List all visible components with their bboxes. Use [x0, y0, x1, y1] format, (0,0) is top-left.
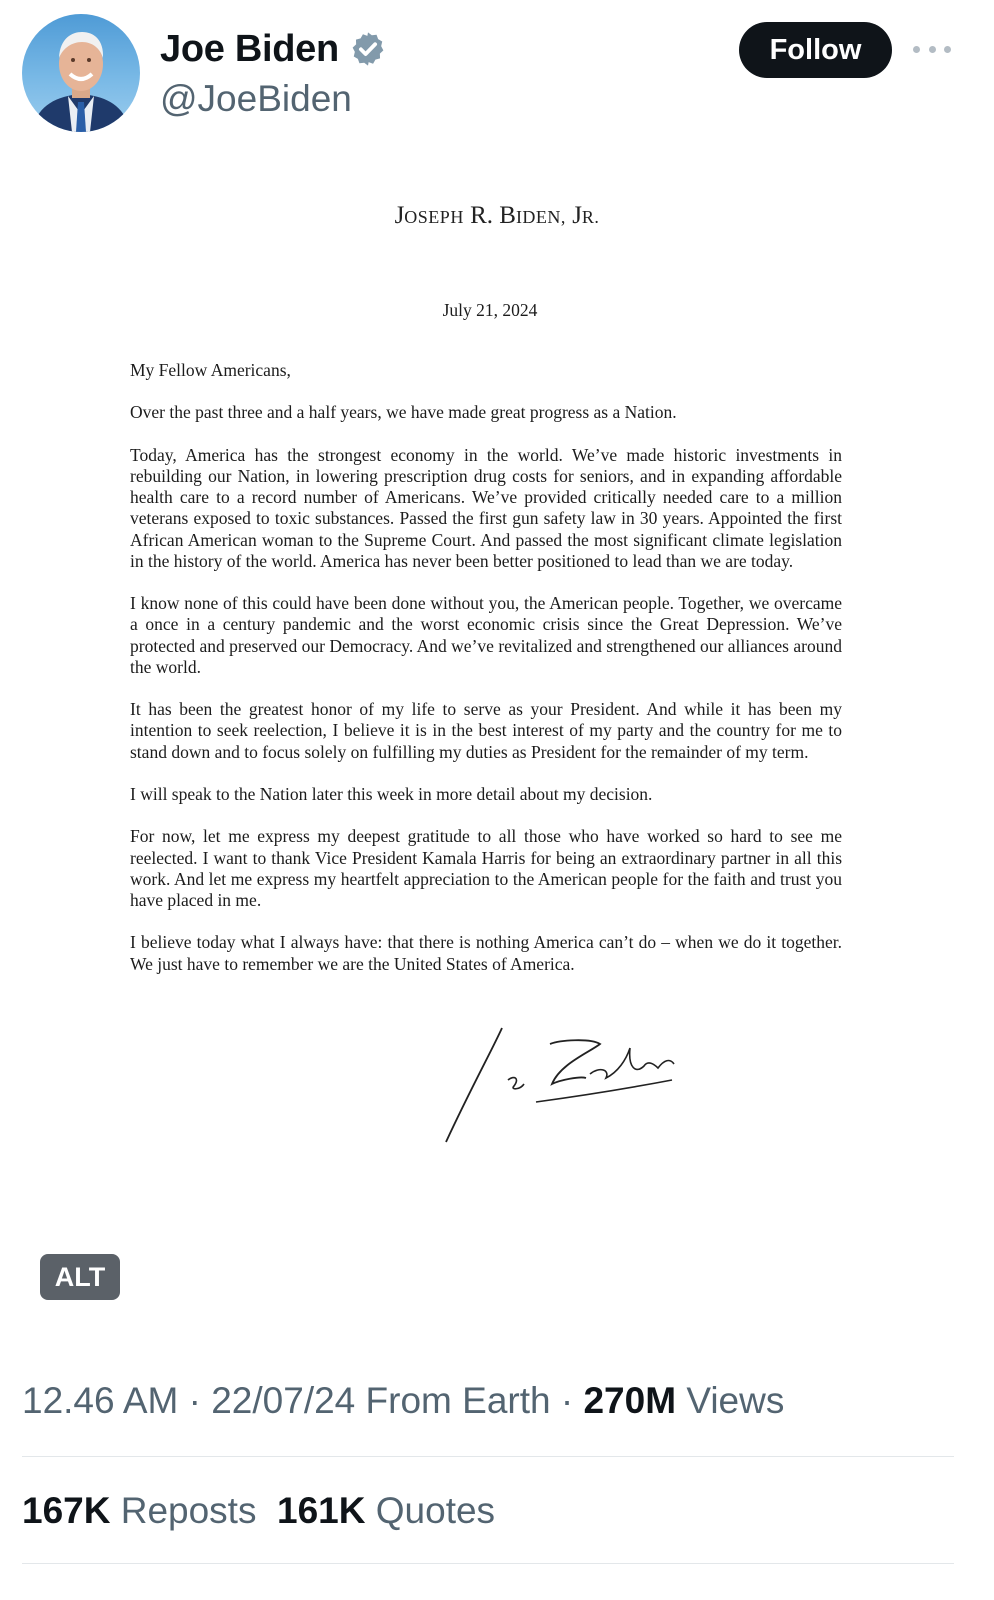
letter-greeting: My Fellow Americans, [130, 360, 291, 380]
post-source: From Earth [355, 1380, 551, 1421]
more-dot [944, 46, 951, 53]
letter-paragraph: It has been the greatest honor of my life to serve as your President. And while it has been my intention to seek reelection, I believe it is in the best interest of my party and the country for me to stand down and to focus solely on fulfilling my duties as President for the remainder of my term. [130, 699, 842, 762]
verified-badge-icon [349, 30, 387, 68]
post-media-letter[interactable] [0, 150, 994, 1330]
more-dot [913, 46, 920, 53]
post-stats [22, 1486, 495, 1536]
follow-button[interactable]: Follow [739, 22, 892, 78]
letter-body [130, 360, 842, 996]
more-dot [929, 46, 936, 53]
author-handle[interactable]: @JoeBiden [160, 78, 352, 119]
post-date[interactable]: 22/07/24 [211, 1380, 356, 1421]
alt-text-badge[interactable]: ALT [40, 1254, 120, 1300]
post-time[interactable]: 12.46 AM [22, 1380, 179, 1421]
author-display-name[interactable]: Joe Biden [160, 28, 339, 70]
reposts-label: Reposts [110, 1490, 257, 1531]
letter-paragraph: I believe today what I always have: that there is nothing America can’t do – when we do it together. We just have to remember we are the United States of America. [130, 932, 842, 974]
letter-date: July 21, 2024 [442, 300, 538, 320]
quotes-label: Quotes [365, 1490, 496, 1531]
author-name-row[interactable] [160, 26, 387, 72]
quotes-stat[interactable] [277, 1490, 495, 1531]
author-avatar[interactable] [22, 14, 140, 132]
reposts-stat[interactable] [22, 1490, 256, 1531]
post-meta [22, 1376, 784, 1426]
views-count: 270M [583, 1380, 677, 1421]
letter-paragraph: Over the past three and a half years, we have made great progress as a Nation. [130, 402, 677, 423]
views-label: Views [676, 1380, 785, 1421]
meta-separator: · [178, 1380, 212, 1421]
reposts-count: 167K [22, 1490, 111, 1531]
divider [22, 1456, 954, 1457]
divider [22, 1563, 954, 1564]
quotes-count: 161K [277, 1490, 366, 1531]
letter-paragraph: I know none of this could have been done without you, the American people. Together, we overcame a once in a century pandemic and the worst economic crisis since the Great Depression. We’ve protected and preserved our Democracy. And we’ve revitalized and strengthened our alliances around the world. [130, 593, 842, 677]
meta-separator: · [550, 1380, 584, 1421]
letter-paragraph: Today, America has the strongest economy in the world. We’ve made historic investments in rebuilding our Nation, in lowering prescription drug costs for seniors, and in expanding affordable health care to a record number of Americans. We’ve provided critically needed care to a million veterans exposed to toxic substances. Passed the first gun safety law in 30 years. Appointed the first African American woman to the Supreme Court. And passed the most significant climate legislation in the history of the world. America has never been better positioned to lead than we are today. [130, 444, 842, 571]
more-options-icon[interactable] [913, 36, 951, 62]
letterhead: JOSEPH R. BIDEN, JR. [394, 202, 600, 229]
signature-image [440, 1020, 690, 1150]
letter-paragraph: For now, let me express my deepest gratitude to all those who have worked so hard to see me reelected. I want to thank Vice President Kamala Harris for being an extraordinary partner in all this work. And let me express my heartfelt appreciation to the American people for the faith and trust you have placed in me. [130, 826, 842, 910]
letter-paragraph: I will speak to the Nation later this week in more detail about my decision. [130, 783, 653, 804]
